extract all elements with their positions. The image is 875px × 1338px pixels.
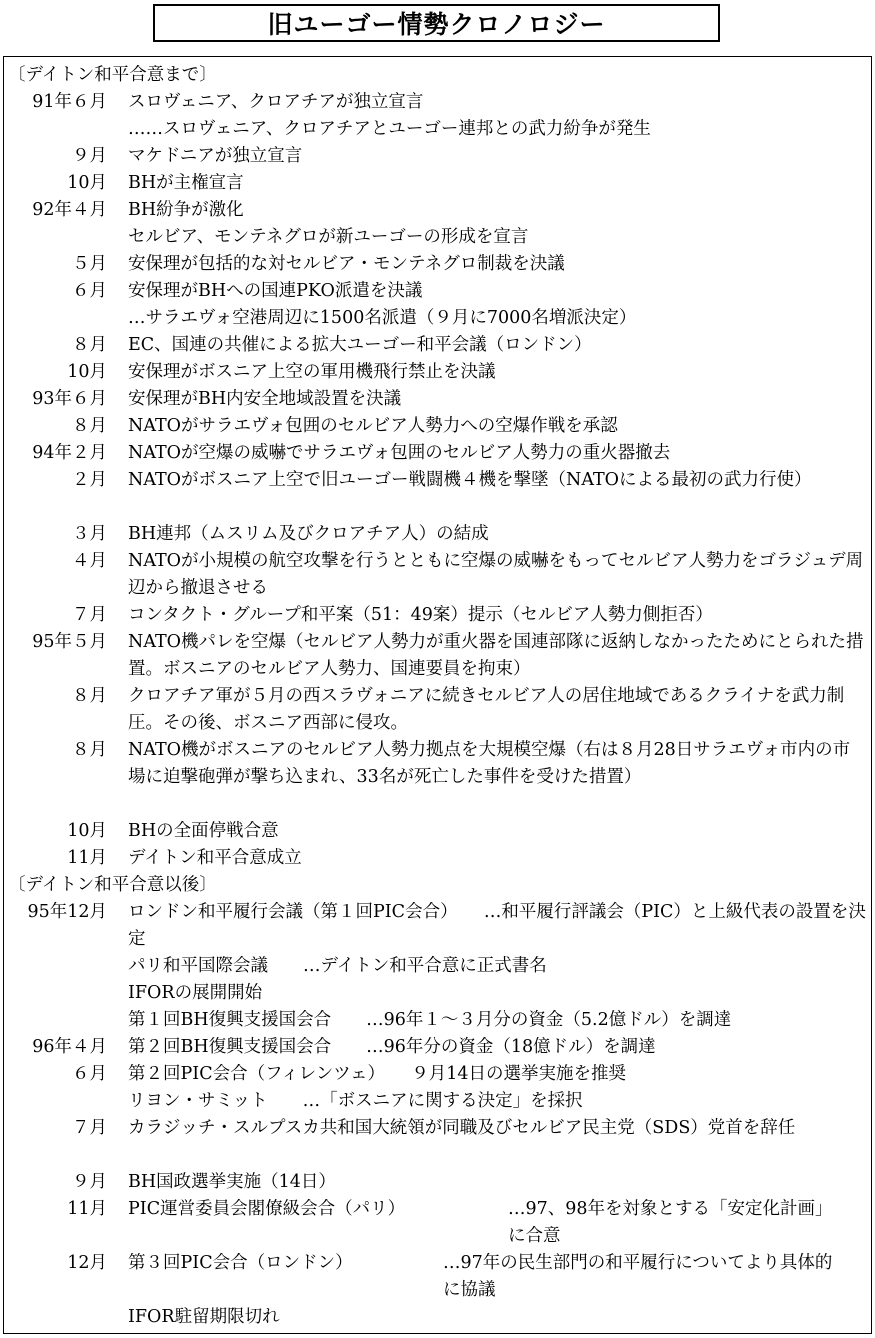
row-text: 第２回PIC会合（フィレンツェ） ９月14日の選挙実施を推奨 <box>128 1064 627 1084</box>
row-date: 94年２月 <box>32 443 107 463</box>
chronology-row <box>6 521 866 548</box>
chronology-row <box>6 602 866 629</box>
chronology-row <box>6 197 866 224</box>
chronology-row <box>6 251 866 278</box>
chronology-row <box>6 170 866 197</box>
row-date <box>6 1304 107 1331</box>
row-date: ８月 <box>72 416 107 436</box>
row-text: 安保理がBHへの国連PKO派遣を決議 <box>128 281 423 301</box>
row-text: マケドニアが独立宣言 <box>128 146 303 166</box>
row-text: リヨン・サミット …「ボスニアに関する決定」を採択 <box>128 1091 583 1111</box>
chronology-row <box>6 1007 866 1034</box>
row-date: ３月 <box>72 524 107 544</box>
row-text: BHが主権宣言 <box>128 173 244 193</box>
chronology-row <box>6 1304 866 1331</box>
row-date <box>6 224 107 251</box>
row-date: ９月 <box>72 146 107 166</box>
row-date: ８月 <box>72 686 107 706</box>
row-text: 安保理が包括的な対セルビア・モンテネグロ制裁を決議 <box>128 254 565 274</box>
row-text: NATOが空爆の威嚇でサラエヴォ包囲のセルビア人勢力の重火器撤去 <box>128 443 671 463</box>
row-text: デイトン和平合意成立 <box>128 848 302 868</box>
chronology-row <box>6 278 866 305</box>
row-text: NATOが小規模の航空攻撃を行うとともに空爆の威嚇をもってセルビア人勢力をゴラジュデ周辺から撤退させる <box>128 551 864 598</box>
row-note: …97、98年を対象とする「安定化計画」に合意 <box>508 1199 833 1246</box>
row-text: クロアチア軍が５月の西スラヴォニアに続きセルビア人の居住地域であるクライナを武力制圧。その後、ボスニア西部に侵攻。 <box>128 686 845 733</box>
row-date: 96年４月 <box>32 1037 107 1057</box>
row-date: 11月 <box>67 848 107 868</box>
row-date <box>6 1088 107 1115</box>
chronology-row <box>6 548 866 602</box>
row-date: 92年４月 <box>32 200 107 220</box>
row-text: NATO機パレを空爆（セルビア人勢力が重火器を国連部隊に返納しなかったためにとられた措置。ボスニアのセルビア人勢力、国連要員を拘束） <box>128 632 864 679</box>
row-text: スロヴェニア、クロアチアが独立宣言 <box>128 92 424 112</box>
row-date: 11月 <box>67 1199 107 1219</box>
row-text: 第２回BH復興支援国会合 …96年分の資金（18億ドル）を調達 <box>128 1037 656 1057</box>
row-text: コンタクト・グループ和平案（51：49案）提示（セルビア人勢力側拒否） <box>128 605 713 625</box>
row-text: 第３回PIC会合（ロンドン） <box>128 1253 353 1273</box>
row-date: ６月 <box>72 1064 107 1084</box>
chronology-row <box>6 818 866 845</box>
chronology-row <box>6 116 866 143</box>
row-text: IFORの展開開始 <box>128 983 263 1003</box>
chronology-row <box>6 305 866 332</box>
chronology-row <box>6 143 866 170</box>
row-text: ロンドン和平履行会議（第１回PIC会合） …和平履行評議会（PIC）と上級代表の設置を決定 <box>128 902 866 949</box>
row-date <box>6 305 107 332</box>
chronology-row <box>6 629 866 683</box>
chronology-row <box>6 1196 866 1250</box>
row-date: ６月 <box>72 281 107 301</box>
chronology-row <box>6 332 866 359</box>
chronology-row <box>6 845 866 872</box>
row-text: 安保理がボスニア上空の軍用機飛行禁止を決議 <box>128 362 496 382</box>
row-date <box>6 953 107 980</box>
row-text: パリ和平国際会議 …デイトン和平合意に正式書名 <box>128 956 547 976</box>
row-text: BHの全面停戦合意 <box>128 821 279 841</box>
row-text: カラジッチ・スルプスカ共和国大統領が同職及びセルビア民主党（SDS）党首を辞任 <box>128 1118 796 1138</box>
row-text: NATOがサラエヴォ包囲のセルビア人勢力への空爆作戦を承認 <box>128 416 618 436</box>
row-text: セルビア、モンテネグロが新ユーゴーの形成を宣言 <box>128 227 529 247</box>
chronology-row <box>6 224 866 251</box>
row-date <box>6 1007 107 1034</box>
row-date: ７月 <box>72 605 107 625</box>
chronology-row <box>6 1034 866 1061</box>
chronology-row <box>6 1088 866 1115</box>
chronology-row <box>6 737 866 818</box>
chronology-content <box>6 62 866 1331</box>
row-date <box>6 980 107 1007</box>
chronology-row <box>6 413 866 440</box>
row-date: ７月 <box>72 1118 107 1138</box>
row-date: ８月 <box>72 740 107 760</box>
page-title: 旧ユーゴー情勢クロノロジー <box>267 10 606 39</box>
row-text: BH紛争が激化 <box>128 200 244 220</box>
chronology-row <box>6 1061 866 1088</box>
title-box <box>153 4 720 42</box>
row-note: …97年の民生部門の和平履行についてより具体的に協議 <box>443 1253 833 1300</box>
row-text: PIC運営委員会閣僚級会合（パリ） <box>128 1199 406 1219</box>
chronology-row <box>6 89 866 116</box>
row-text: ……スロヴェニア、クロアチアとユーゴー連邦との武力紛争が発生 <box>128 119 651 139</box>
row-date: 93年６月 <box>32 389 107 409</box>
row-date: 91年６月 <box>32 92 107 112</box>
row-date <box>6 116 107 143</box>
row-text: NATOがボスニア上空で旧ユーゴー戦闘機４機を撃墜（NATOによる最初の武力行使） <box>128 470 812 490</box>
chronology-row <box>6 1115 866 1169</box>
chronology-row <box>6 359 866 386</box>
row-text: NATO機がボスニアのセルビア人勢力拠点を大規模空爆（右は８月28日サラエヴォ市内の市場に迫撃砲弾が撃ち込まれ、33名が死亡した事件を受けた措置） <box>128 740 851 787</box>
chronology-row <box>6 1250 866 1304</box>
row-text: EC、国連の共催による拡大ユーゴー和平会議（ロンドン） <box>128 335 592 355</box>
row-date: 10月 <box>67 173 107 193</box>
row-date: ８月 <box>72 335 107 355</box>
row-date: ４月 <box>72 551 107 571</box>
row-text: 安保理がBH内安全地域設置を決議 <box>128 389 402 409</box>
section-heading: 〔デイトン和平合意まで〕 <box>8 65 217 85</box>
row-text: …サラエヴォ空港周辺に1500名派遣（９月に7000名増派決定） <box>128 308 637 328</box>
row-text: BH連邦（ムスリム及びクロアチア人）の結成 <box>128 524 489 544</box>
row-text: 第１回BH復興支援国会合 …96年１～３月分の資金（5.2億ドル）を調達 <box>128 1010 732 1030</box>
row-date: ２月 <box>72 470 107 490</box>
chronology-row <box>6 899 866 953</box>
chronology-row <box>6 440 866 467</box>
row-date: 95年５月 <box>32 632 107 652</box>
row-date: ５月 <box>72 254 107 274</box>
row-date: 10月 <box>67 362 107 382</box>
chronology-row <box>6 467 866 521</box>
chronology-row <box>6 683 866 737</box>
chronology-row <box>6 386 866 413</box>
row-date: 10月 <box>67 821 107 841</box>
chronology-row <box>6 1169 866 1196</box>
chronology-row <box>6 953 866 980</box>
row-date: ９月 <box>72 1172 107 1192</box>
chronology-row <box>6 980 866 1007</box>
row-date: 95年12月 <box>27 902 107 922</box>
row-date: 12月 <box>67 1253 107 1273</box>
section-heading: 〔デイトン和平合意以後〕 <box>8 875 217 895</box>
row-text: IFOR駐留期限切れ <box>128 1307 280 1327</box>
row-text: BH国政選挙実施（14日） <box>128 1172 336 1192</box>
